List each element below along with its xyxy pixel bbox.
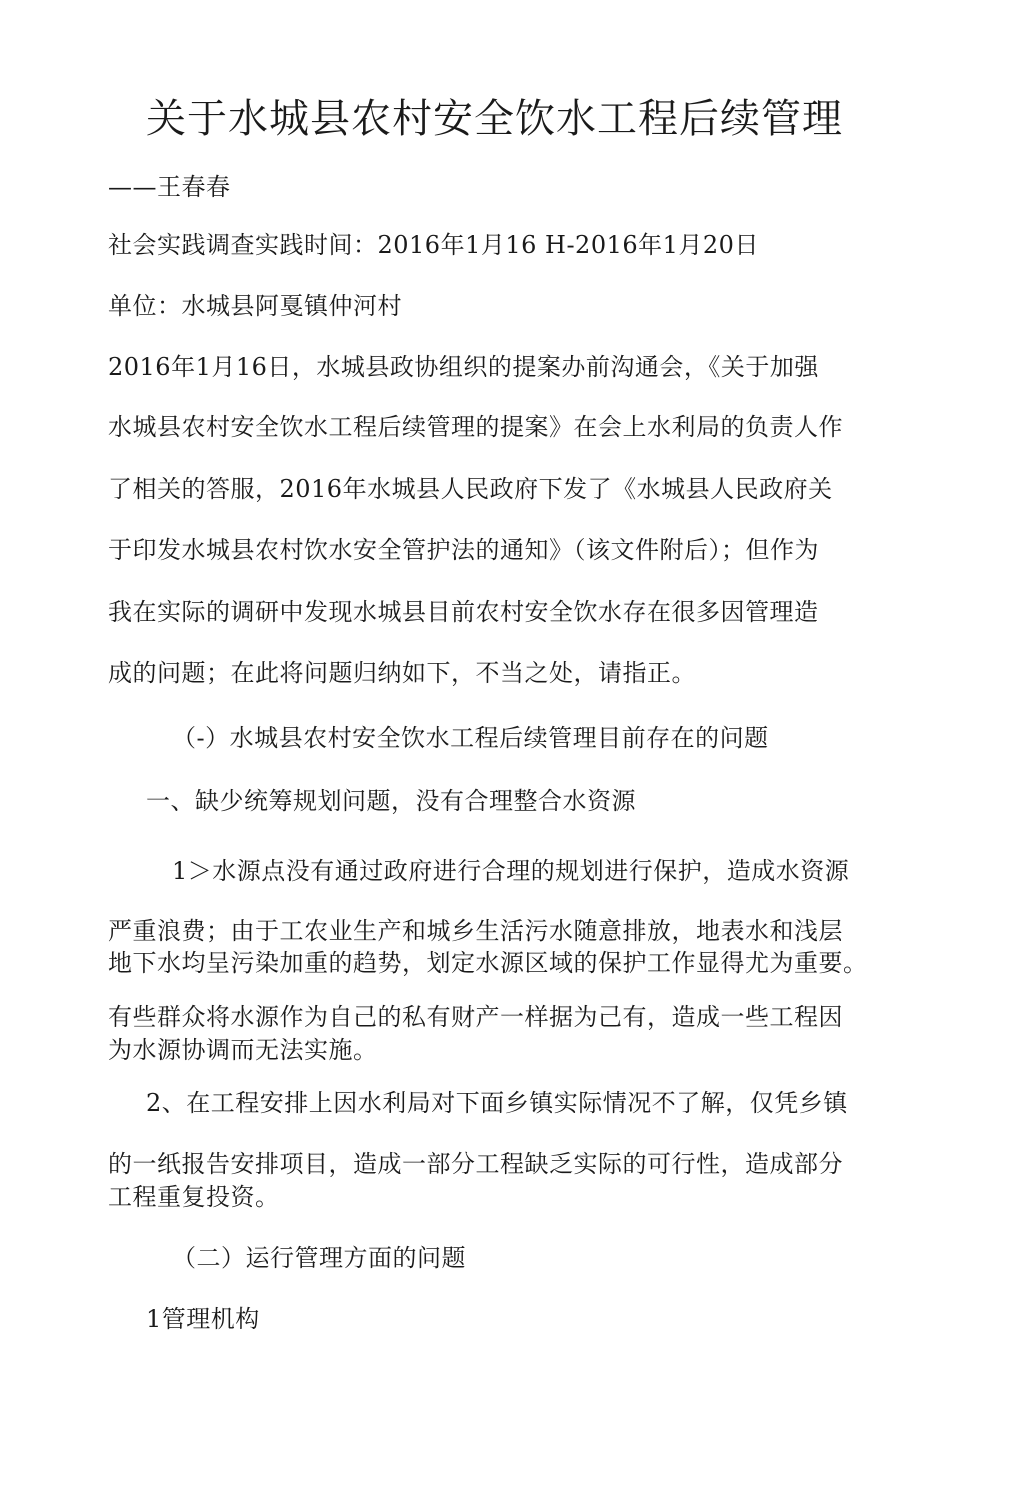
subsection-heading: 一、缺少统筹规划问题，没有合理整合水资源 [146, 787, 636, 815]
item-heading: 1管理机构 [146, 1305, 260, 1333]
paragraph-line: 有些群众将水源作为自己的私有财产一样据为己有，造成一些工程因 [108, 1003, 843, 1031]
paragraph-line: 的一纸报告安排项目，造成一部分工程缺乏实际的可行性，造成部分 [108, 1150, 843, 1178]
time-line: 社会实践调查实践时间：2016年1月16 H-2016年1月20日 [108, 231, 759, 259]
paragraph-line: 地下水均呈污染加重的趋势，划定水源区域的保护工作显得尤为重要。 [108, 949, 868, 977]
paragraph-line: 严重浪费；由于工农业生产和城乡生活污水随意排放，地表水和浅层 [108, 917, 843, 945]
document-title: 关于水城县农村安全饮水工程后续管理 [146, 96, 843, 142]
paragraph-line: 为水源协调而无法实施。 [108, 1036, 378, 1064]
paragraph-line: 1＞水源点没有通过政府进行合理的规划进行保护，造成水资源 [172, 857, 850, 885]
unit-line: 单位：水城县阿戛镇仲河村 [108, 292, 402, 320]
section-heading: （二）运行管理方面的问题 [172, 1244, 466, 1272]
intro-line: 我在实际的调研中发现水城县目前农村安全饮水存在很多因管理造 [108, 598, 819, 626]
section-heading: （-）水城县农村安全饮水工程后续管理目前存在的问题 [172, 724, 769, 752]
intro-line: 2016年1月16日，水城县政协组织的提案办前沟通会，《关于加强 [108, 353, 819, 381]
author-line: ——王春春 [108, 173, 231, 201]
intro-line: 水城县农村安全饮水工程后续管理的提案》在会上水利局的负责人作 [108, 413, 843, 441]
intro-line: 成的问题；在此将问题归纳如下，不当之处，请指正。 [108, 659, 696, 687]
paragraph-line: 2、在工程安排上因水利局对下面乡镇实际情况不了解，仅凭乡镇 [146, 1089, 848, 1117]
intro-line: 于印发水城县农村饮水安全管护法的通知》（该文件附后）；但作为 [108, 536, 819, 564]
paragraph-line: 工程重复投资。 [108, 1183, 280, 1211]
intro-line: 了相关的答服，2016年水城县人民政府下发了《水城县人民政府关 [108, 475, 833, 503]
